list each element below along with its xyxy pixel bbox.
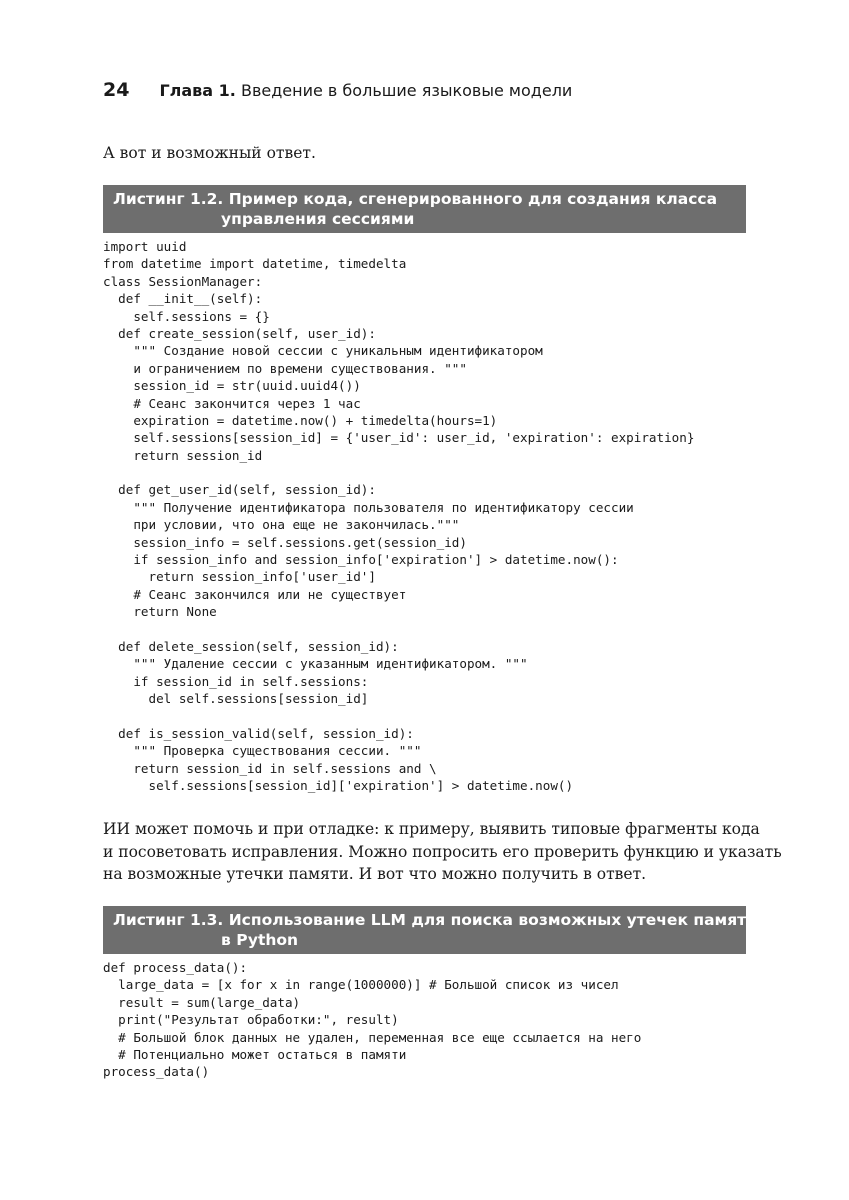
code-line: и ограничением по времени существования. """ (103, 360, 467, 376)
code-line: return session_id (103, 447, 263, 463)
code-line: session_id = str(uuid.uuid4()) (103, 378, 361, 394)
code-line: """ Создание новой сессии с уникальным идентификатором (103, 343, 543, 359)
code-line: expiration = datetime.now() + timedelta(hours=1) (103, 412, 498, 428)
code-line: при условии, что она еще не закончилась.""" (103, 517, 460, 533)
code-line: if session_id in self.sessions: (103, 673, 369, 689)
listing-2-title (103, 906, 757, 954)
code-line: self.sessions = {} (103, 308, 270, 324)
code-line: """ Удаление сессии с указанным идентификатором. """ (103, 656, 528, 672)
code-line: def is_session_valid(self, session_id): (103, 725, 414, 741)
chapter-title: Введение в большие языковые модели (240, 81, 573, 100)
intro-paragraph (103, 142, 748, 165)
code-line: # Сеанс закончился или не существует (103, 586, 407, 602)
code-line (103, 621, 694, 638)
code-line: def delete_session(self, session_id): (103, 638, 399, 654)
intro-paragraph-line: А вот и возможный ответ. (103, 144, 316, 162)
code-line: def get_user_id(self, session_id): (103, 482, 376, 498)
code-line: session_info = self.sessions.get(session_id) (103, 534, 467, 550)
listing-2-code (103, 959, 641, 1081)
code-line: result = sum(large_data) (103, 994, 301, 1010)
middle-paragraph (103, 818, 782, 886)
code-line (103, 708, 694, 725)
code-line: def process_data(): (103, 960, 248, 975)
code-line: return session_info['user_id'] (103, 569, 376, 585)
code-line: def __init__(self): (103, 291, 263, 307)
middle-paragraph-line: на возможные утечки памяти. И вот что можно получить в ответ. (103, 865, 647, 883)
code-line: def create_session(self, user_id): (103, 325, 376, 341)
code-line: # Сеанс закончится через 1 час (103, 395, 361, 411)
running-header (103, 78, 572, 103)
code-line: large_data = [x for x in range(1000000)] # Большой список из чисел (103, 977, 619, 993)
listing-2-title-line: Листинг 1.3. Использование LLM для поиска возможных утечек памяти (113, 911, 757, 929)
code-line: # Большой блок данных не удален, переменная все еще ссылается на него (103, 1029, 642, 1045)
code-line: import uuid (103, 239, 187, 254)
code-line: """ Проверка существования сессии. """ (103, 743, 422, 759)
code-line: print("Результат обработки:", result) (103, 1012, 399, 1028)
middle-paragraph-line: и посоветовать исправления. Можно попросить его проверить функцию и указать (103, 842, 782, 861)
code-line: self.sessions[session_id]['expiration'] > datetime.now() (103, 778, 574, 794)
code-line: return session_id in self.sessions and \ (103, 760, 437, 776)
middle-paragraph-line: ИИ может помочь и при отладке: к примеру, выявить типовые фрагменты кода (103, 820, 760, 838)
code-line: return None (103, 604, 217, 620)
listing-1-title-line: управления сессиями (221, 210, 415, 228)
listing-1-title (103, 185, 746, 233)
code-line: process_data() (103, 1064, 210, 1080)
code-line (103, 464, 694, 481)
code-line: class SessionManager: (103, 273, 263, 289)
listing-1-code (103, 238, 694, 795)
code-line: from datetime import datetime, timedelta (103, 256, 407, 272)
code-line: self.sessions[session_id] = {'user_id': user_id, 'expiration': expiration} (103, 430, 695, 446)
code-line: if session_info and session_info['expiration'] > datetime.now(): (103, 552, 619, 568)
listing-2-title-line: в Python (221, 931, 299, 949)
code-line: # Потенциально может остаться в памяти (103, 1046, 407, 1062)
page-number: 24 (103, 79, 130, 101)
chapter-label: Глава 1. (159, 81, 236, 100)
code-line: """ Получение идентификатора пользователя по идентификатору сессии (103, 499, 634, 515)
listing-1-title-line: Листинг 1.2. Пример кода, сгенерированного для создания класса (113, 190, 718, 208)
code-line: del self.sessions[session_id] (103, 691, 369, 707)
